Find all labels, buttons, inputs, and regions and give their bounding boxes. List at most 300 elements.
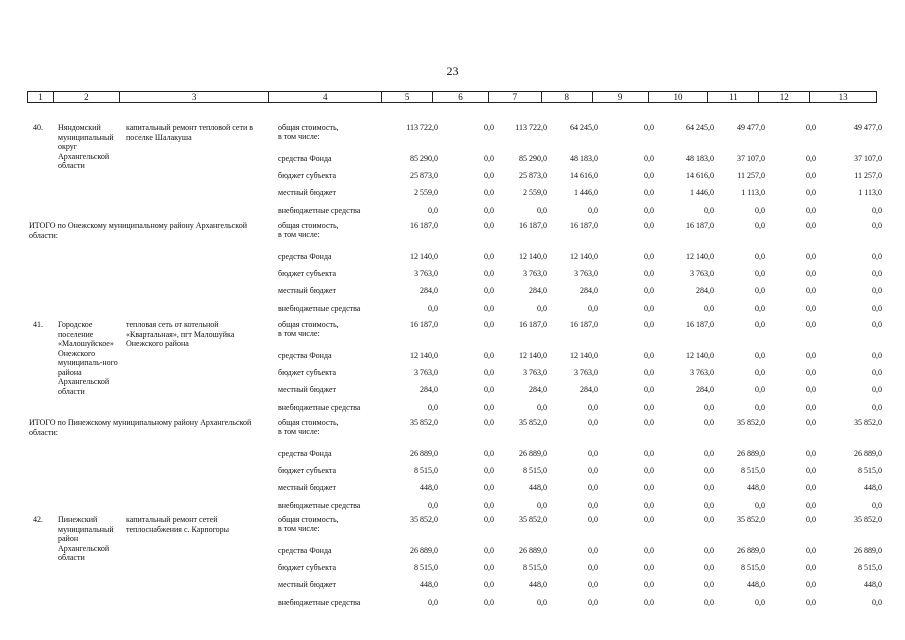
value-cell-col-11: 0,0 [755,320,765,329]
value-cell-col-9: 0,0 [644,515,654,524]
funding-row [278,501,886,510]
value-cell-col-9: 0,0 [644,385,654,394]
funding-row [278,385,886,394]
value-cell-col-10: 0,0 [704,304,714,313]
value-cell-col-5: 26 889,0 [410,449,438,458]
value-cell-col-9: 0,0 [644,449,654,458]
value-cell-col-12: 0,0 [806,385,816,394]
value-cell-col-9: 0,0 [644,171,654,180]
value-cell-col-12: 0,0 [806,580,816,589]
value-cell-col-7: 0,0 [537,501,547,510]
value-cell-col-5: 12 140,0 [410,252,438,261]
value-cell-col-9: 0,0 [644,304,654,313]
value-cell-col-13: 0,0 [872,501,882,510]
value-cell-col-5: 0,0 [428,304,438,313]
value-cell-col-5: 3 763,0 [414,269,438,278]
value-cell-col-12: 0,0 [806,546,816,555]
value-cell-col-7: 8 515,0 [523,466,547,475]
value-cell-col-12: 0,0 [806,188,816,197]
funding-source-label: местный бюджет [278,580,336,589]
value-cell-col-8: 0,0 [588,515,598,524]
funding-source-label: бюджет субъекта [278,171,337,180]
project-description: тепловая сеть от котельной «Квартальная», пгт Малошуйка Онежского района [126,320,235,348]
value-cell-col-8: 0,0 [588,449,598,458]
header-cell-5: 5 [382,92,433,102]
value-cell-col-10: 0,0 [704,403,714,412]
funding-source-label: местный бюджет [278,483,336,492]
value-cell-col-7: 12 140,0 [519,252,547,261]
municipality-name: Городское поселение «Малошуйское» Онежского муниципаль-ного района Архангельской области [58,320,118,396]
value-cell-col-9: 0,0 [644,123,654,132]
funding-source-label: внебюджетные средства [278,403,361,412]
funding-row [278,171,886,180]
value-cell-col-5: 16 187,0 [410,221,438,230]
value-cell-col-6: 0,0 [484,171,494,180]
value-cell-col-7: 35 852,0 [519,418,547,427]
value-cell-col-13: 1 113,0 [858,188,882,197]
funding-source-label: внебюджетные средства [278,501,361,510]
value-cell-col-5: 113 722,0 [406,123,438,132]
value-cell-col-9: 0,0 [644,418,654,427]
funding-source-label: бюджет субъекта [278,563,337,572]
funding-row [278,351,886,360]
value-cell-col-10: 0,0 [704,206,714,215]
value-cell-col-10: 0,0 [704,580,714,589]
value-cell-col-10: 0,0 [704,598,714,607]
value-cell-col-6: 0,0 [484,418,494,427]
value-cell-col-8: 0,0 [588,466,598,475]
value-cell-col-5: 284,0 [420,286,438,295]
page-number: 23 [446,64,459,78]
header-cell-2: 2 [54,92,120,102]
value-cell-col-10: 0,0 [704,418,714,427]
value-cell-col-6: 0,0 [484,466,494,475]
value-cell-col-5: 448,0 [420,580,438,589]
value-cell-col-11: 448,0 [747,483,765,492]
value-cell-col-11: 0,0 [755,351,765,360]
value-cell-col-13: 0,0 [872,206,882,215]
value-cell-col-12: 0,0 [806,351,816,360]
value-cell-col-12: 0,0 [806,501,816,510]
value-cell-col-8: 0,0 [588,304,598,313]
funding-row [278,563,886,572]
project-description: капитальный ремонт тепловой сети в поселке Шалакуша [126,123,254,142]
funding-row [278,515,886,533]
value-cell-col-6: 0,0 [484,252,494,261]
value-cell-col-10: 12 140,0 [686,351,714,360]
funding-source-label: средства Фонда [278,154,332,163]
value-cell-col-8: 0,0 [588,483,598,492]
value-cell-col-8: 64 245,0 [570,123,598,132]
value-cell-col-13: 0,0 [872,286,882,295]
value-cell-col-11: 11 257,0 [737,171,765,180]
value-cell-col-11: 0,0 [755,403,765,412]
value-cell-col-11: 37 107,0 [737,154,765,163]
value-cell-col-10: 0,0 [704,449,714,458]
value-cell-col-12: 0,0 [806,449,816,458]
value-cell-col-7: 3 763,0 [523,269,547,278]
value-cell-col-12: 0,0 [806,563,816,572]
value-cell-col-10: 0,0 [704,546,714,555]
value-cell-col-5: 25 873,0 [410,171,438,180]
value-cell-col-6: 0,0 [484,483,494,492]
value-cell-col-8: 48 183,0 [570,154,598,163]
value-cell-col-6: 0,0 [484,304,494,313]
funding-row [278,546,886,555]
value-cell-col-9: 0,0 [644,501,654,510]
funding-source-label: внебюджетные средства [278,206,361,215]
value-cell-col-5: 35 852,0 [410,515,438,524]
value-cell-col-5: 448,0 [420,483,438,492]
value-cell-col-11: 1 113,0 [741,188,765,197]
value-cell-col-7: 113 722,0 [515,123,547,132]
header-cell-6: 6 [433,92,489,102]
value-cell-col-6: 0,0 [484,546,494,555]
value-cell-col-9: 0,0 [644,252,654,261]
value-cell-col-11: 0,0 [755,368,765,377]
value-cell-col-12: 0,0 [806,403,816,412]
value-cell-col-5: 0,0 [428,403,438,412]
value-cell-col-13: 37 107,0 [854,154,882,163]
value-cell-col-9: 0,0 [644,188,654,197]
value-cell-col-13: 49 477,0 [854,123,882,132]
value-cell-col-11: 35 852,0 [737,418,765,427]
value-cell-col-9: 0,0 [644,286,654,295]
value-cell-col-9: 0,0 [644,403,654,412]
value-cell-col-11: 26 889,0 [737,546,765,555]
value-cell-col-5: 8 515,0 [414,466,438,475]
value-cell-col-5: 16 187,0 [410,320,438,329]
value-cell-col-8: 1 446,0 [574,188,598,197]
value-cell-col-8: 12 140,0 [570,252,598,261]
value-cell-col-10: 284,0 [696,385,714,394]
funding-row [278,154,886,163]
value-cell-col-13: 26 889,0 [854,449,882,458]
table-header-row [27,91,877,103]
value-cell-col-10: 0,0 [704,466,714,475]
funding-row [278,269,886,278]
funding-row [278,188,886,197]
value-cell-col-8: 16 187,0 [570,320,598,329]
value-cell-col-8: 12 140,0 [570,351,598,360]
total-label: ИТОГО по Онежскому муниципальному району Архангельской области: [29,221,247,240]
value-cell-col-6: 0,0 [484,563,494,572]
value-cell-col-13: 35 852,0 [854,418,882,427]
value-cell-col-5: 35 852,0 [410,418,438,427]
value-cell-col-6: 0,0 [484,154,494,163]
value-cell-col-7: 26 889,0 [519,449,547,458]
value-cell-col-13: 0,0 [872,351,882,360]
value-cell-col-11: 8 515,0 [741,563,765,572]
header-cell-9: 9 [593,92,649,102]
value-cell-col-12: 0,0 [806,123,816,132]
value-cell-col-9: 0,0 [644,563,654,572]
municipality-name: Няндомский муниципальный округ Архангельской области [58,123,114,170]
value-cell-col-7: 0,0 [537,206,547,215]
value-cell-col-7: 284,0 [529,385,547,394]
funding-row [278,403,886,412]
value-cell-col-11: 0,0 [755,385,765,394]
value-cell-col-6: 0,0 [484,403,494,412]
value-cell-col-12: 0,0 [806,320,816,329]
funding-source-label: средства Фонда [278,351,332,360]
value-cell-col-7: 16 187,0 [519,320,547,329]
value-cell-col-7: 0,0 [537,598,547,607]
value-cell-col-5: 26 889,0 [410,546,438,555]
value-cell-col-9: 0,0 [644,154,654,163]
value-cell-col-13: 0,0 [872,221,882,230]
funding-source-label: общая стоимость, в том числе: [278,320,339,338]
value-cell-col-12: 0,0 [806,418,816,427]
value-cell-col-8: 14 616,0 [570,171,598,180]
header-cell-1: 1 [28,92,54,102]
value-cell-col-11: 0,0 [755,206,765,215]
value-cell-col-8: 3 763,0 [574,368,598,377]
value-cell-col-7: 16 187,0 [519,221,547,230]
header-cell-7: 7 [489,92,542,102]
header-cell-4: 4 [269,92,382,102]
funding-source-label: общая стоимость, в том числе: [278,515,339,533]
value-cell-col-5: 0,0 [428,206,438,215]
value-cell-col-9: 0,0 [644,206,654,215]
funding-row [278,221,886,239]
value-cell-col-12: 0,0 [806,466,816,475]
funding-row [278,206,886,215]
value-cell-col-11: 35 852,0 [737,515,765,524]
value-cell-col-7: 448,0 [529,483,547,492]
value-cell-col-7: 25 873,0 [519,171,547,180]
funding-source-label: внебюджетные средства [278,598,361,607]
value-cell-col-5: 8 515,0 [414,563,438,572]
value-cell-col-11: 0,0 [755,598,765,607]
value-cell-col-6: 0,0 [484,515,494,524]
header-cell-3: 3 [120,92,270,102]
value-cell-col-11: 0,0 [755,304,765,313]
value-cell-col-12: 0,0 [806,252,816,261]
funding-source-label: общая стоимость, в том числе: [278,221,339,239]
value-cell-col-10: 1 446,0 [690,188,714,197]
value-cell-col-6: 0,0 [484,188,494,197]
value-cell-col-6: 0,0 [484,206,494,215]
value-cell-col-13: 26 889,0 [854,546,882,555]
value-cell-col-10: 3 763,0 [690,269,714,278]
value-cell-col-12: 0,0 [806,598,816,607]
value-cell-col-12: 0,0 [806,304,816,313]
value-cell-col-10: 16 187,0 [686,320,714,329]
header-cell-13: 13 [838,92,848,102]
value-cell-col-6: 0,0 [484,320,494,329]
funding-row [278,483,886,492]
value-cell-col-9: 0,0 [644,580,654,589]
value-cell-col-12: 0,0 [806,368,816,377]
value-cell-col-9: 0,0 [644,466,654,475]
funding-source-label: бюджет субъекта [278,466,337,475]
value-cell-col-13: 0,0 [872,252,882,261]
value-cell-col-13: 35 852,0 [854,515,882,524]
value-cell-col-13: 0,0 [872,403,882,412]
value-cell-col-6: 0,0 [484,351,494,360]
value-cell-col-7: 2 559,0 [523,188,547,197]
value-cell-col-9: 0,0 [644,598,654,607]
value-cell-col-13: 0,0 [872,368,882,377]
value-cell-col-13: 0,0 [872,304,882,313]
value-cell-col-8: 0,0 [588,598,598,607]
value-cell-col-5: 284,0 [420,385,438,394]
value-cell-col-7: 85 290,0 [519,154,547,163]
value-cell-col-12: 0,0 [806,286,816,295]
value-cell-col-9: 0,0 [644,368,654,377]
value-cell-col-7: 0,0 [537,304,547,313]
value-cell-col-7: 35 852,0 [519,515,547,524]
value-cell-col-10: 0,0 [704,501,714,510]
value-cell-col-11: 448,0 [747,580,765,589]
funding-source-label: общая стоимость, в том числе: [278,418,339,436]
funding-row [278,368,886,377]
funding-row [278,580,886,589]
value-cell-col-11: 0,0 [755,252,765,261]
value-cell-col-8: 0,0 [588,403,598,412]
value-cell-col-12: 0,0 [806,154,816,163]
funding-row [278,320,886,338]
value-cell-col-13: 448,0 [864,483,882,492]
funding-row [278,252,886,261]
value-cell-col-7: 448,0 [529,580,547,589]
value-cell-col-7: 12 140,0 [519,351,547,360]
value-cell-col-6: 0,0 [484,598,494,607]
value-cell-col-11: 0,0 [755,269,765,278]
value-cell-col-8: 3 763,0 [574,269,598,278]
value-cell-col-12: 0,0 [806,269,816,278]
value-cell-col-6: 0,0 [484,123,494,132]
value-cell-col-7: 8 515,0 [523,563,547,572]
value-cell-col-13: 11 257,0 [854,171,882,180]
value-cell-col-9: 0,0 [644,221,654,230]
funding-row [278,449,886,458]
funding-row [278,123,886,141]
value-cell-col-13: 448,0 [864,580,882,589]
value-cell-col-6: 0,0 [484,286,494,295]
value-cell-col-10: 64 245,0 [686,123,714,132]
funding-row [278,598,886,607]
funding-row [278,304,886,313]
header-cell-8: 8 [542,92,593,102]
funding-source-label: бюджет субъекта [278,269,337,278]
value-cell-col-12: 0,0 [806,483,816,492]
funding-row [278,466,886,475]
value-cell-col-9: 0,0 [644,269,654,278]
value-cell-col-12: 0,0 [806,515,816,524]
funding-source-label: средства Фонда [278,449,332,458]
value-cell-col-8: 0,0 [588,206,598,215]
project-description: капитальный ремонт сетей теплоснабжения с. Карпогоры [126,515,230,534]
value-cell-col-11: 8 515,0 [741,466,765,475]
funding-source-label: местный бюджет [278,385,336,394]
funding-source-label: общая стоимость, в том числе: [278,123,339,141]
value-cell-col-8: 0,0 [588,546,598,555]
value-cell-col-10: 48 183,0 [686,154,714,163]
funding-source-label: внебюджетные средства [278,304,361,313]
funding-row [278,418,886,436]
value-cell-col-5: 0,0 [428,598,438,607]
header-cell-12: 12 [759,92,810,102]
value-cell-col-8: 0,0 [588,501,598,510]
value-cell-col-7: 284,0 [529,286,547,295]
row-number: 41. [33,320,43,329]
value-cell-col-11: 49 477,0 [737,123,765,132]
value-cell-col-9: 0,0 [644,483,654,492]
value-cell-col-7: 26 889,0 [519,546,547,555]
value-cell-col-8: 0,0 [588,563,598,572]
value-cell-col-10: 0,0 [704,563,714,572]
funding-row [278,286,886,295]
value-cell-col-5: 12 140,0 [410,351,438,360]
value-cell-col-10: 284,0 [696,286,714,295]
value-cell-col-8: 284,0 [580,286,598,295]
funding-source-label: средства Фонда [278,546,332,555]
value-cell-col-8: 0,0 [588,418,598,427]
value-cell-col-6: 0,0 [484,449,494,458]
value-cell-col-6: 0,0 [484,580,494,589]
funding-source-label: местный бюджет [278,286,336,295]
value-cell-col-13: 0,0 [872,320,882,329]
value-cell-col-6: 0,0 [484,368,494,377]
value-cell-col-5: 2 559,0 [414,188,438,197]
financing-table [27,91,882,607]
funding-source-label: местный бюджет [278,188,336,197]
value-cell-col-7: 0,0 [537,403,547,412]
value-cell-col-11: 26 889,0 [737,449,765,458]
value-cell-col-8: 16 187,0 [570,221,598,230]
value-cell-col-9: 0,0 [644,320,654,329]
value-cell-col-12: 0,0 [806,221,816,230]
value-cell-col-5: 85 290,0 [410,154,438,163]
value-cell-col-9: 0,0 [644,546,654,555]
value-cell-col-7: 3 763,0 [523,368,547,377]
value-cell-col-6: 0,0 [484,269,494,278]
row-number: 42. [33,515,43,524]
value-cell-col-13: 8 515,0 [858,563,882,572]
value-cell-col-13: 8 515,0 [858,466,882,475]
value-cell-col-11: 0,0 [755,221,765,230]
header-cell-10: 10 [649,92,709,102]
value-cell-col-11: 0,0 [755,286,765,295]
value-cell-col-13: 0,0 [872,598,882,607]
value-cell-col-6: 0,0 [484,385,494,394]
total-label: ИТОГО по Пинежскому муниципальному району Архангельской области: [29,418,252,437]
funding-source-label: средства Фонда [278,252,332,261]
value-cell-col-11: 0,0 [755,501,765,510]
value-cell-col-10: 0,0 [704,483,714,492]
funding-source-label: бюджет субъекта [278,368,337,377]
value-cell-col-6: 0,0 [484,501,494,510]
value-cell-col-12: 0,0 [806,206,816,215]
value-cell-col-5: 0,0 [428,501,438,510]
value-cell-col-8: 0,0 [588,580,598,589]
value-cell-col-10: 12 140,0 [686,252,714,261]
value-cell-col-12: 0,0 [806,171,816,180]
value-cell-col-8: 284,0 [580,385,598,394]
value-cell-col-5: 3 763,0 [414,368,438,377]
value-cell-col-10: 3 763,0 [690,368,714,377]
row-number: 40. [33,123,43,132]
header-cell-11: 11 [708,92,759,102]
value-cell-col-10: 14 616,0 [686,171,714,180]
municipality-name: Пинежский муниципальный район Архангельской области [58,515,114,562]
value-cell-col-10: 0,0 [704,515,714,524]
value-cell-col-10: 16 187,0 [686,221,714,230]
value-cell-col-13: 0,0 [872,269,882,278]
value-cell-col-9: 0,0 [644,351,654,360]
